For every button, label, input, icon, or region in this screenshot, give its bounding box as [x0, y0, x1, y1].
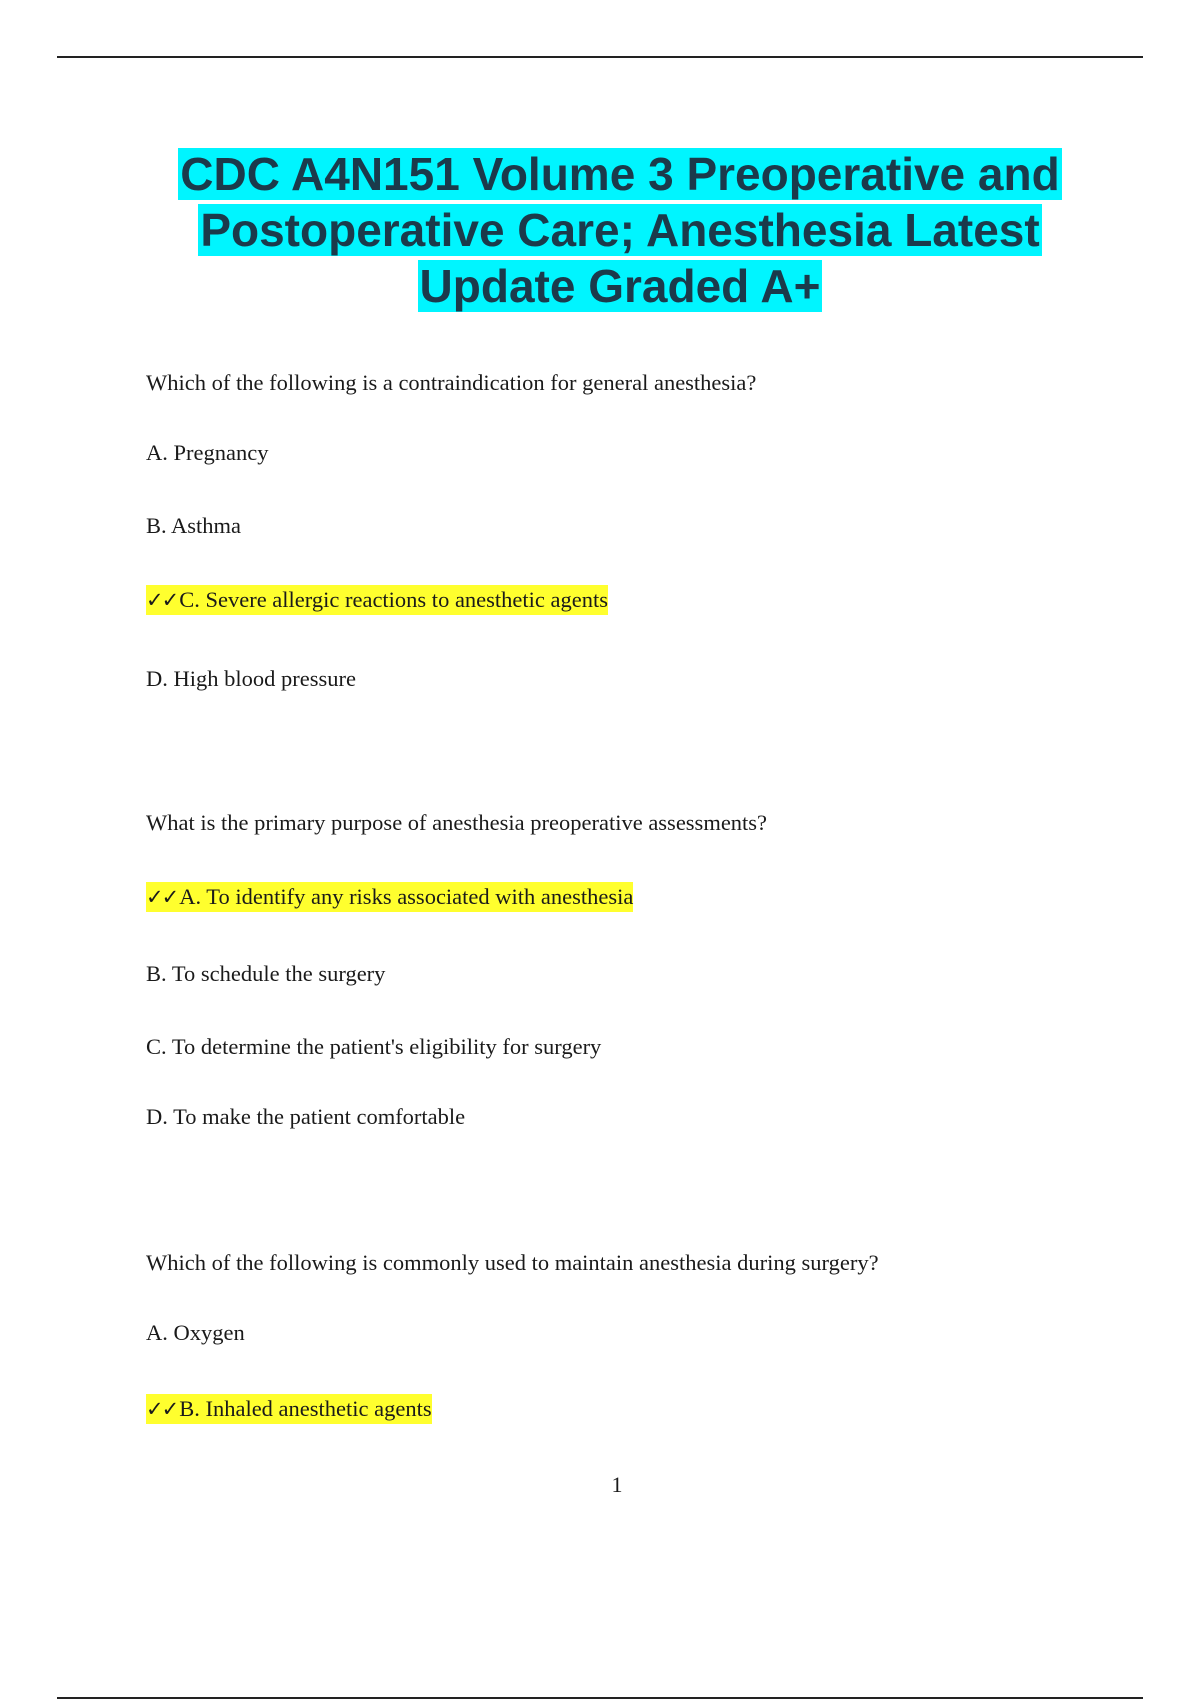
bottom-rule: [57, 1697, 1143, 1699]
correct-answer-text: C. Severe allergic reactions to anesthetic agents: [179, 587, 608, 612]
title-line-3: Update Graded A+: [419, 260, 821, 312]
title-line-1: CDC A4N151 Volume 3 Preoperative and: [180, 148, 1060, 200]
correct-answer-highlight: [146, 882, 633, 912]
correct-answer-text: B. Inhaled anesthetic agents: [179, 1396, 432, 1421]
question-1-option-c: [146, 585, 608, 615]
question-2-text: What is the primary purpose of anesthesia preoperative assessments?: [146, 810, 768, 835]
question-3-option-b: [146, 1394, 432, 1424]
question-1-option-b: B. Asthma: [146, 513, 242, 538]
document-title: [110, 146, 1130, 314]
top-rule: [57, 56, 1143, 58]
page-number: 1: [611, 1472, 623, 1497]
question-1-option-a: A. Pregnancy: [146, 440, 269, 465]
question-2-option-c: C. To determine the patient's eligibility for surgery: [146, 1034, 602, 1059]
question-2-option-a: [146, 882, 633, 912]
title-line-2: Postoperative Care; Anesthesia Latest: [200, 204, 1040, 256]
question-2-option-d: D. To make the patient comfortable: [146, 1104, 466, 1129]
correct-answer-highlight: [146, 585, 608, 615]
double-check-icon: ✓✓: [146, 1397, 178, 1421]
question-3-text: Which of the following is commonly used to maintain anesthesia during surgery?: [146, 1250, 879, 1275]
question-1-option-d: D. High blood pressure: [146, 666, 356, 691]
question-1-text: Which of the following is a contraindication for general anesthesia?: [146, 370, 757, 395]
double-check-icon: ✓✓: [146, 885, 178, 909]
question-2-option-b: B. To schedule the surgery: [146, 961, 386, 986]
correct-answer-text: A. To identify any risks associated with anesthesia: [179, 884, 634, 909]
question-3-option-a: A. Oxygen: [146, 1320, 245, 1345]
correct-answer-highlight: [146, 1394, 432, 1424]
double-check-icon: ✓✓: [146, 588, 178, 612]
